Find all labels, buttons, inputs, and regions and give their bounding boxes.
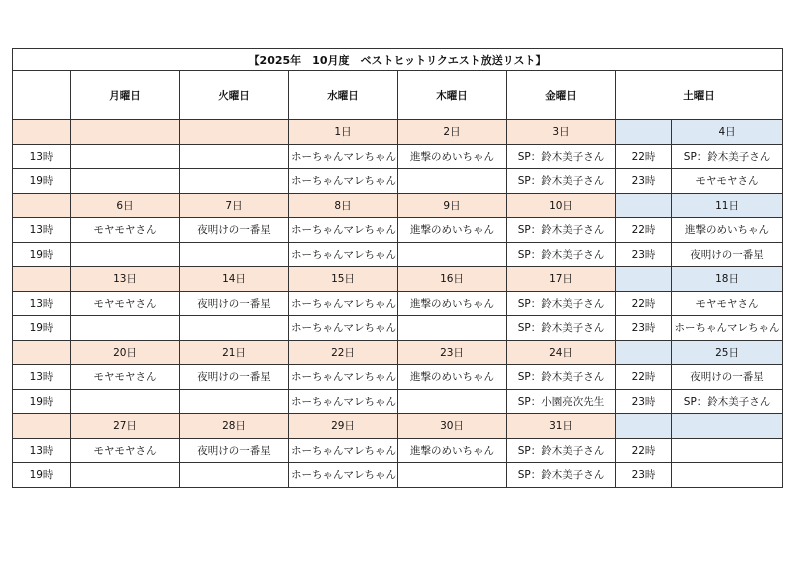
date-cell: 1日 xyxy=(289,120,398,145)
date-cell: 27日 xyxy=(71,414,180,439)
saturday-time-label: 23時 xyxy=(616,242,672,267)
header-thursday: 木曜日 xyxy=(398,71,507,120)
saturday-date-cell xyxy=(672,414,783,439)
program-cell: ホーちゃんマレちゃん xyxy=(289,218,398,243)
saturday-time-label: 23時 xyxy=(616,463,672,488)
date-cell: 2日 xyxy=(398,120,507,145)
saturday-date-cell: 11日 xyxy=(672,193,783,218)
date-cell: 10日 xyxy=(507,193,616,218)
program-cell xyxy=(71,463,180,488)
date-cell xyxy=(71,120,180,145)
time-label: 13時 xyxy=(13,218,71,243)
saturday-program-cell: SP：鈴木美子さん xyxy=(672,144,783,169)
header-saturday: 土曜日 xyxy=(616,71,783,120)
program-cell: 夜明けの一番星 xyxy=(180,438,289,463)
date-cell: 30日 xyxy=(398,414,507,439)
program-cell: ホーちゃんマレちゃん xyxy=(289,242,398,267)
program-cell xyxy=(71,389,180,414)
program-cell: SP：鈴木美子さん xyxy=(507,242,616,267)
saturday-time-label: 22時 xyxy=(616,438,672,463)
saturday-time-header-cell xyxy=(616,267,672,292)
time-label: 13時 xyxy=(13,144,71,169)
date-row-label-cell xyxy=(13,414,71,439)
date-cell: 23日 xyxy=(398,340,507,365)
date-cell xyxy=(180,120,289,145)
saturday-program-cell: モヤモヤさん xyxy=(672,169,783,194)
program-cell xyxy=(180,144,289,169)
date-row xyxy=(13,193,783,218)
program-cell: SP：鈴木美子さん xyxy=(507,438,616,463)
program-cell: モヤモヤさん xyxy=(71,291,180,316)
saturday-time-label: 23時 xyxy=(616,316,672,341)
program-cell xyxy=(71,316,180,341)
program-cell xyxy=(71,242,180,267)
date-cell: 13日 xyxy=(71,267,180,292)
program-cell xyxy=(180,169,289,194)
program-cell: ホーちゃんマレちゃん xyxy=(289,144,398,169)
date-cell: 31日 xyxy=(507,414,616,439)
header-wednesday: 水曜日 xyxy=(289,71,398,120)
time-slot-row xyxy=(13,438,783,463)
program-cell: ホーちゃんマレちゃん xyxy=(289,291,398,316)
program-cell xyxy=(180,316,289,341)
saturday-program-cell: モヤモヤさん xyxy=(672,291,783,316)
date-cell: 6日 xyxy=(71,193,180,218)
saturday-program-cell: SP：鈴木美子さん xyxy=(672,389,783,414)
time-label: 19時 xyxy=(13,169,71,194)
time-slot-row xyxy=(13,389,783,414)
date-cell: 17日 xyxy=(507,267,616,292)
date-cell: 9日 xyxy=(398,193,507,218)
time-slot-row xyxy=(13,169,783,194)
program-cell: 夜明けの一番星 xyxy=(180,365,289,390)
corner-cell xyxy=(13,71,71,120)
date-row-label-cell xyxy=(13,267,71,292)
program-cell: ホーちゃんマレちゃん xyxy=(289,316,398,341)
time-label: 19時 xyxy=(13,463,71,488)
saturday-date-cell: 25日 xyxy=(672,340,783,365)
time-label: 13時 xyxy=(13,365,71,390)
program-cell: 夜明けの一番星 xyxy=(180,218,289,243)
saturday-program-cell: 進撃のめいちゃん xyxy=(672,218,783,243)
date-row xyxy=(13,340,783,365)
program-cell: モヤモヤさん xyxy=(71,365,180,390)
saturday-time-header-cell xyxy=(616,340,672,365)
program-cell: SP：鈴木美子さん xyxy=(507,144,616,169)
program-cell: ホーちゃんマレちゃん xyxy=(289,169,398,194)
date-cell: 21日 xyxy=(180,340,289,365)
program-cell: 進撃のめいちゃん xyxy=(398,365,507,390)
program-cell xyxy=(71,169,180,194)
saturday-time-label: 23時 xyxy=(616,169,672,194)
program-cell: ホーちゃんマレちゃん xyxy=(289,365,398,390)
program-cell: SP：鈴木美子さん xyxy=(507,291,616,316)
saturday-program-cell xyxy=(672,463,783,488)
page-title: 【2025年 10月度 ベストヒットリクエスト放送リスト】 xyxy=(13,49,783,71)
program-cell: ホーちゃんマレちゃん xyxy=(289,438,398,463)
program-cell: ホーちゃんマレちゃん xyxy=(289,463,398,488)
program-cell xyxy=(398,389,507,414)
time-slot-row xyxy=(13,316,783,341)
date-cell: 8日 xyxy=(289,193,398,218)
date-row-label-cell xyxy=(13,193,71,218)
saturday-program-cell: ホーちゃんマレちゃん xyxy=(672,316,783,341)
program-cell: SP：鈴木美子さん xyxy=(507,316,616,341)
date-row xyxy=(13,120,783,145)
program-cell: SP：鈴木美子さん xyxy=(507,365,616,390)
date-row xyxy=(13,414,783,439)
time-slot-row xyxy=(13,291,783,316)
time-slot-row xyxy=(13,463,783,488)
header-monday: 月曜日 xyxy=(71,71,180,120)
time-label: 13時 xyxy=(13,291,71,316)
saturday-program-cell xyxy=(672,438,783,463)
time-slot-row xyxy=(13,365,783,390)
program-cell xyxy=(398,242,507,267)
program-cell: 夜明けの一番星 xyxy=(180,291,289,316)
program-cell: SP：鈴木美子さん xyxy=(507,169,616,194)
time-slot-row xyxy=(13,144,783,169)
saturday-time-label: 22時 xyxy=(616,291,672,316)
saturday-time-header-cell xyxy=(616,120,672,145)
date-cell: 14日 xyxy=(180,267,289,292)
date-cell: 28日 xyxy=(180,414,289,439)
program-cell: 進撃のめいちゃん xyxy=(398,438,507,463)
program-cell xyxy=(398,169,507,194)
time-label: 19時 xyxy=(13,389,71,414)
saturday-time-header-cell xyxy=(616,193,672,218)
header-tuesday: 火曜日 xyxy=(180,71,289,120)
program-cell: 進撃のめいちゃん xyxy=(398,144,507,169)
time-label: 19時 xyxy=(13,242,71,267)
program-cell: モヤモヤさん xyxy=(71,438,180,463)
date-row xyxy=(13,267,783,292)
header-friday: 金曜日 xyxy=(507,71,616,120)
date-row-label-cell xyxy=(13,120,71,145)
saturday-date-cell: 4日 xyxy=(672,120,783,145)
program-cell xyxy=(71,144,180,169)
date-cell: 7日 xyxy=(180,193,289,218)
saturday-time-label: 22時 xyxy=(616,365,672,390)
date-cell: 15日 xyxy=(289,267,398,292)
program-cell: ホーちゃんマレちゃん xyxy=(289,389,398,414)
saturday-time-label: 23時 xyxy=(616,389,672,414)
saturday-program-cell: 夜明けの一番星 xyxy=(672,365,783,390)
date-cell: 24日 xyxy=(507,340,616,365)
saturday-date-cell: 18日 xyxy=(672,267,783,292)
program-cell: SP：鈴木美子さん xyxy=(507,463,616,488)
date-row-label-cell xyxy=(13,340,71,365)
program-cell: SP：小園亮次先生 xyxy=(507,389,616,414)
saturday-time-header-cell xyxy=(616,414,672,439)
saturday-time-label: 22時 xyxy=(616,144,672,169)
program-cell: 進撃のめいちゃん xyxy=(398,291,507,316)
time-label: 13時 xyxy=(13,438,71,463)
time-label: 19時 xyxy=(13,316,71,341)
saturday-time-label: 22時 xyxy=(616,218,672,243)
time-slot-row xyxy=(13,242,783,267)
program-cell: 進撃のめいちゃん xyxy=(398,218,507,243)
program-cell xyxy=(180,389,289,414)
program-cell: SP：鈴木美子さん xyxy=(507,218,616,243)
program-cell xyxy=(398,316,507,341)
program-cell xyxy=(180,463,289,488)
date-cell: 20日 xyxy=(71,340,180,365)
saturday-program-cell: 夜明けの一番星 xyxy=(672,242,783,267)
time-slot-row xyxy=(13,218,783,243)
program-cell xyxy=(398,463,507,488)
date-cell: 3日 xyxy=(507,120,616,145)
date-cell: 16日 xyxy=(398,267,507,292)
date-cell: 22日 xyxy=(289,340,398,365)
program-cell: モヤモヤさん xyxy=(71,218,180,243)
date-cell: 29日 xyxy=(289,414,398,439)
schedule-table xyxy=(12,48,783,488)
program-cell xyxy=(180,242,289,267)
